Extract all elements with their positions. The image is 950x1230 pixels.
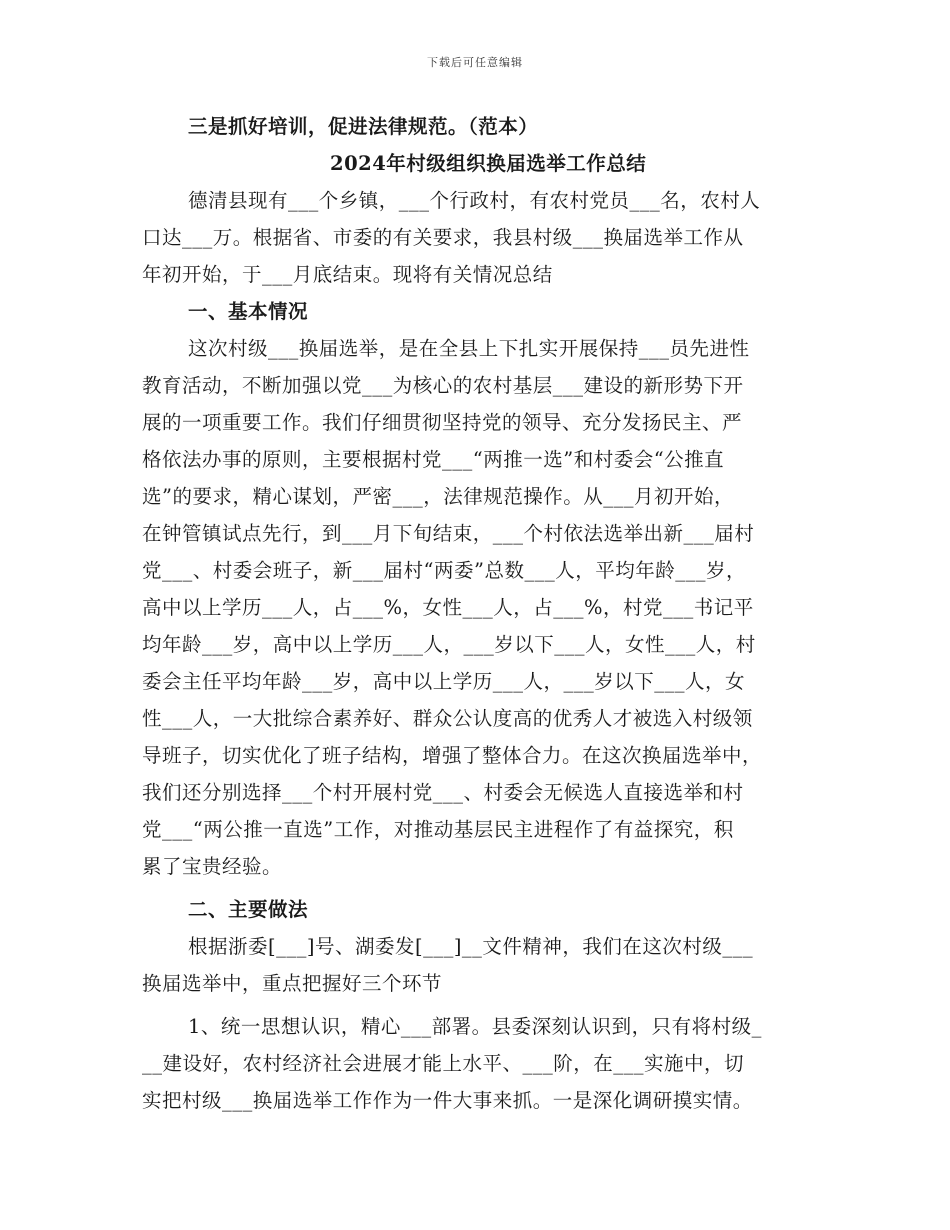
document-title: 2024年村级组织换届选举工作总结	[330, 152, 647, 175]
paragraph-line: 格依法办事的原则，主要根据村党___“两推一选”和村委会“公推直	[142, 448, 725, 471]
paragraph-line: 这次村级___换届选举，是在全县上下扎实开展保持___员先进性	[188, 337, 750, 360]
paragraph-line: 委会主任平均年龄___岁，高中以上学历___人，___岁以下___人，女	[142, 670, 746, 693]
page-header-note: 下载后可任意编辑	[427, 56, 523, 69]
paragraph-line: 1、统一思想认识，精心___部署。县委深刻认识到，只有将村级_	[188, 1015, 762, 1038]
paragraph-line: 展的一项重要工作。我们仔细贯彻坚持党的领导、充分发扬民主、严	[142, 411, 743, 434]
paragraph-line: 在钟管镇试点先行，到___月下旬结束，___个村依法选举出新___届村	[142, 522, 755, 545]
paragraph-line: 均年龄___岁，高中以上学历___人，___岁以下___人，女性___人，村	[142, 633, 756, 656]
intro-heading: 三是抓好培训，促进法律规范。（范本）	[188, 115, 539, 138]
paragraph-line: 党___“两公推一直选”工作，对推动基层民主进程作了有益探究，积	[142, 818, 734, 841]
paragraph-line: 我们还分别选择___个村开展村党___、村委会无候选人直接选举和村	[142, 781, 744, 804]
section-heading-methods: 二、主要做法	[188, 898, 309, 921]
paragraph-line: 高中以上学历___人，占___%，女性___人，占___%，村党___书记平	[142, 596, 754, 619]
section-heading-basic: 一、基本情况	[188, 300, 309, 323]
document-body	[142, 108, 812, 1119]
paragraph-line: 换届选举中，重点把握好三个环节	[142, 972, 443, 995]
paragraph-line: 导班子，切实优化了班子结构，增强了整体合力。在这次换届选举中，	[142, 744, 763, 767]
paragraph-line: 年初开始，于___月底结束。现将有关情况总结	[142, 263, 553, 286]
paragraph-line: 党___、村委会班子，新___届村“两委”总数___人，平均年龄___岁，	[142, 559, 746, 582]
paragraph-line: 教育活动，不断加强以党___为核心的农村基层___建设的新形势下开	[142, 374, 744, 397]
paragraph-line: 性___人，一大批综合素养好、群众公认度高的优秀人才被选入村级领	[142, 707, 753, 730]
paragraph-line: 累了宝贵经验。	[142, 855, 283, 878]
paragraph-line: 实把村级___换届选举工作作为一件大事来抓。一是深化调研摸实情。	[142, 1089, 753, 1112]
paragraph-line: 口达___万。根据省、市委的有关要求，我县村级___换届选举工作从	[142, 226, 744, 249]
paragraph-line: 德清县现有___个乡镇，___个行政村，有农村党员___名，农村人	[188, 189, 761, 212]
paragraph-line: __建设好，农村经济社会进展才能上水平、___阶，在___实施中，切	[142, 1052, 745, 1075]
paragraph-line: 根据浙委[___]号、湖委发[___]__文件精神，我们在这次村级___	[188, 935, 754, 958]
paragraph-line: 选”的要求，精心谋划，严密___，法律规范操作。从___月初开始，	[142, 485, 734, 508]
